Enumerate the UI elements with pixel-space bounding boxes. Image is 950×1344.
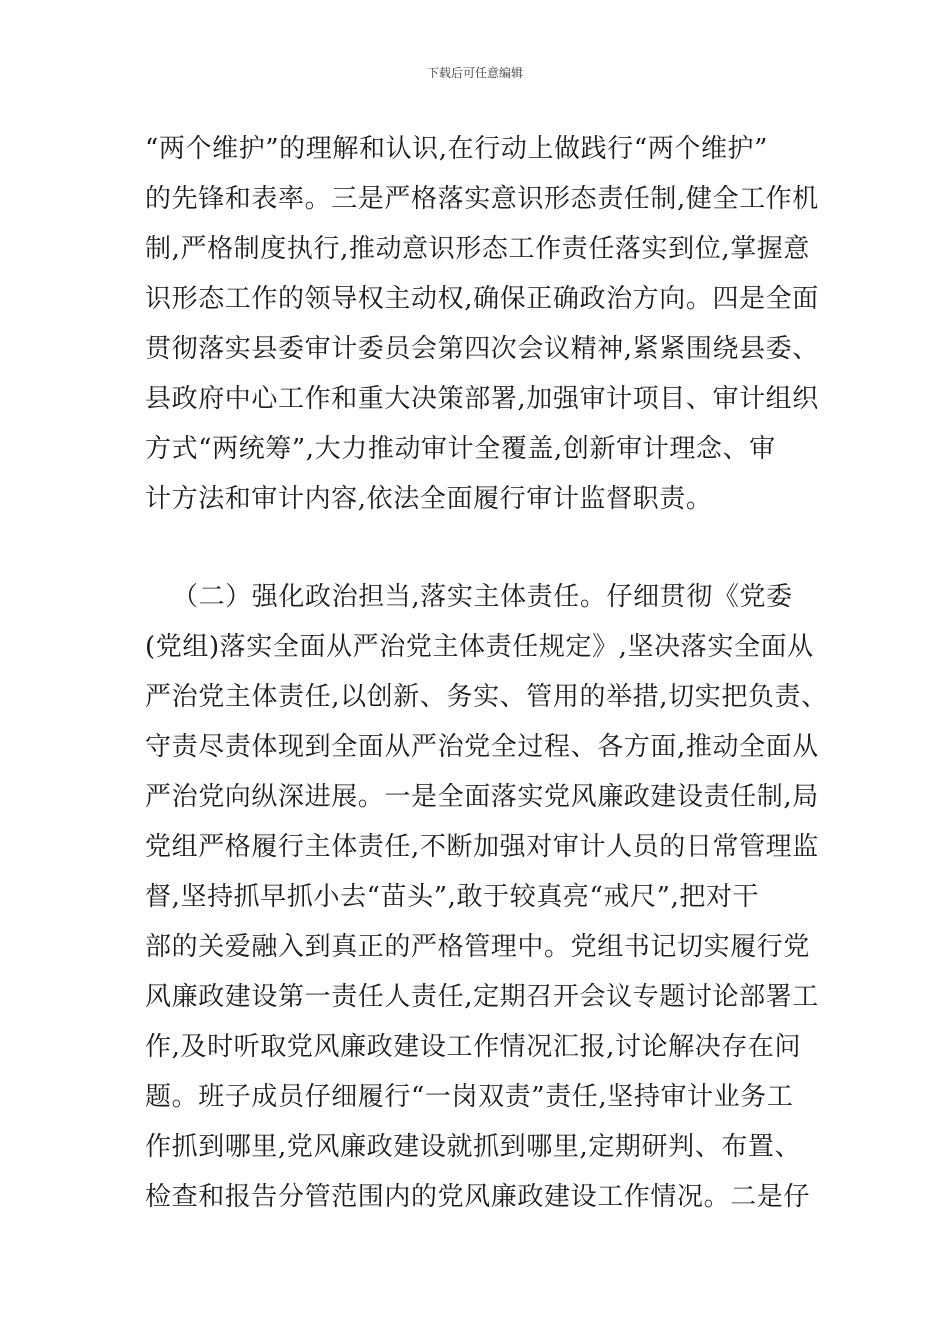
text-line: 的先锋和表率。三是严格落实意识形态责任制,健全工作机	[145, 184, 819, 214]
text-line: 识形态工作的领导权主动权,确保正确政治方向。四是全面	[145, 284, 819, 314]
text-line: 方式“两统筹”,大力推动审计全覆盖,创新审计理念、审	[145, 434, 776, 464]
text-line: (党组)落实全面从严治党主体责任规定》,坚决落实全面从	[145, 632, 814, 662]
page-header: 下载后可任意编辑	[426, 66, 523, 80]
text-line: 严治党主体责任,以创新、务实、管用的举措,切实把负责、	[145, 682, 828, 712]
text-line: 县政府中心工作和重大决策部署,加强审计项目、审计组织	[145, 384, 819, 414]
text-line: （二）强化政治担当,落实主体责任。仔细贯彻《党委	[172, 582, 793, 612]
text-line: 风廉政建设第一责任人责任,定期召开会议专题讨论部署工	[145, 982, 819, 1012]
text-line: 部的关爱融入到真正的严格管理中。党组书记切实履行党	[145, 932, 811, 962]
text-line: 党组严格履行主体责任,不断加强对审计人员的日常管理监	[145, 832, 819, 862]
text-line: 作,及时听取党风廉政建设工作情况汇报,讨论解决存在问	[145, 1032, 802, 1062]
text-line: 贯彻落实县委审计委员会第四次会议精神,紧紧围绕县委、	[145, 334, 819, 364]
text-line: 作抓到哪里,党风廉政建设就抓到哪里,定期研判、布置、	[145, 1132, 802, 1162]
text-line: “两个维护”的理解和认识,在行动上做践行“两个维护”	[145, 134, 769, 164]
text-line: 计方法和审计内容,依法全面履行审计监督职责。	[145, 484, 713, 514]
text-line: 守责尽责体现到全面从严治党全过程、各方面,推动全面从	[145, 732, 819, 762]
text-line: 督,坚持抓早抓小去“苗头”,敢于较真亮“戒尺”,把对干	[145, 882, 760, 912]
text-line: 检查和报告分管范围内的党风廉政建设工作情况。二是仔	[145, 1182, 811, 1212]
text-line: 严治党向纵深进展。一是全面落实党风廉政建设责任制,局	[145, 782, 819, 812]
text-line: 题。班子成员仔细履行“一岗双责”责任,坚持审计业务工	[145, 1082, 794, 1112]
text-line: 制,严格制度执行,推动意识形态工作责任落实到位,掌握意	[145, 234, 810, 264]
